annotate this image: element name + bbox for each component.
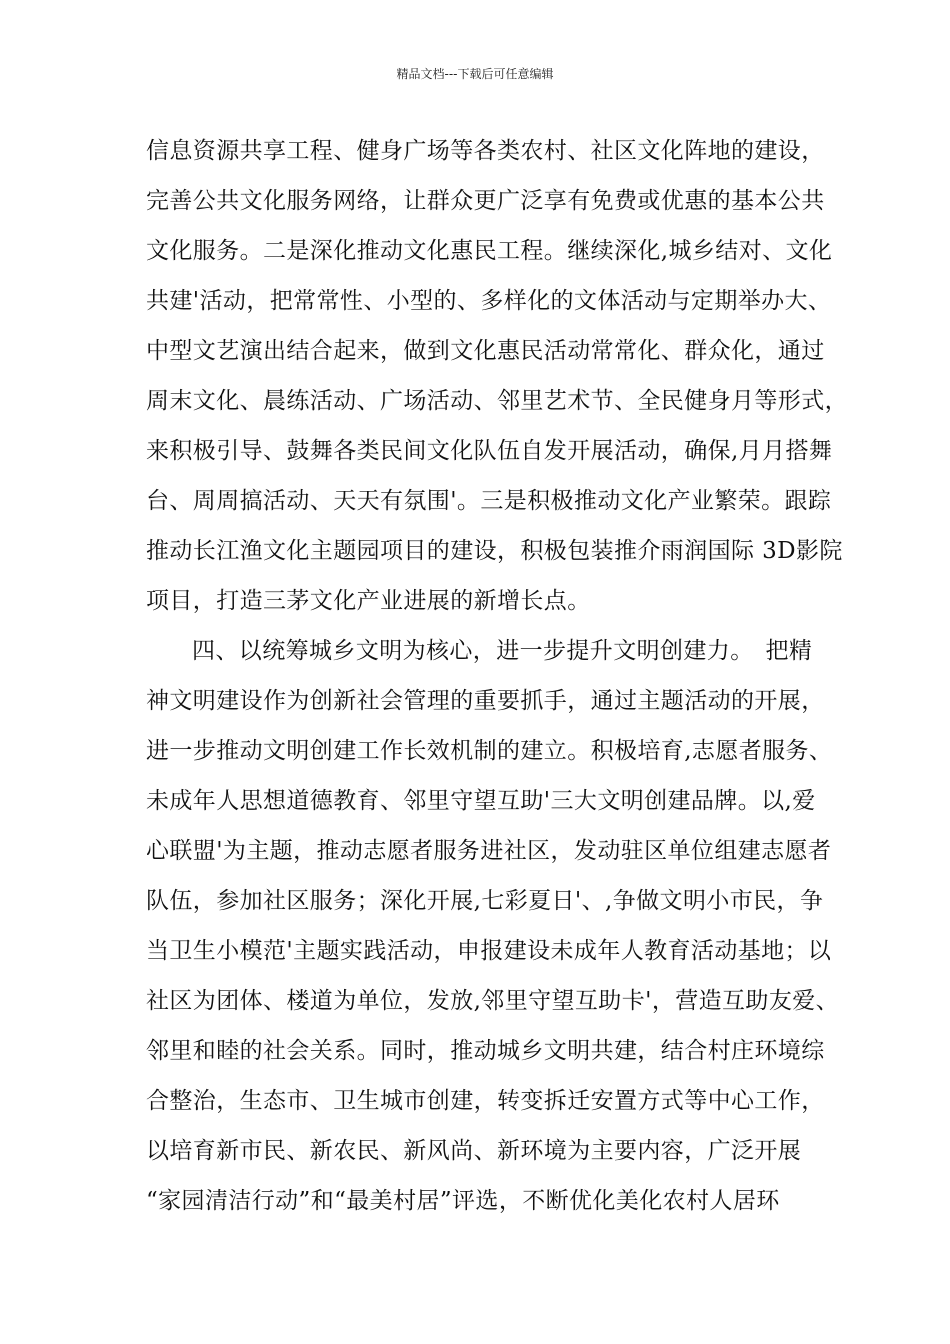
text-line: 文化服务。二是深化推动文化惠民工程。继续深化,城乡结对、文化 <box>146 238 833 264</box>
text-line: 信息资源共享工程、健身广场等各类农村、社区文化阵地的建设， <box>146 138 825 164</box>
text-line: 邻里和睦的社会关系。同时，推动城乡文明共建，结合村庄环境综 <box>146 1038 825 1064</box>
text-line: 当卫生小模范'主题实践活动，申报建设未成年人教育活动基地；以 <box>146 938 832 964</box>
text-line: 合整治，生态市、卫生城市创建，转变拆迁安置方式等中心工作， <box>146 1088 825 1114</box>
text-line: 台、周周搞活动、天天有氛围'。三是积极推动文化产业繁荣。跟踪 <box>146 488 832 514</box>
text-line: 项目，打造三茅文化产业进展的新增长点。 <box>146 588 591 614</box>
text-line: 心联盟'为主题，推动志愿者服务进社区，发动驻区单位组建志愿者 <box>146 838 832 864</box>
page-header: 精品文档---下载后可任意编辑 <box>396 67 554 81</box>
text-line: 队伍，参加社区服务；深化开展,七彩夏日'、,争做文明小市民，争 <box>146 888 824 914</box>
text-line: 周末文化、晨练活动、广场活动、邻里艺术节、全民健身月等形式， <box>146 388 848 414</box>
text-line: 共建'活动，把常常性、小型的、多样化的文体活动与定期举办大、 <box>146 288 832 314</box>
text-line: 中型文艺演出结合起来，做到文化惠民活动常常化、群众化，通过 <box>146 338 825 364</box>
text-line: 完善公共文化服务网络，让群众更广泛享有免费或优惠的基本公共 <box>146 188 825 214</box>
document-body <box>146 126 846 1226</box>
section-heading-line: 四、以统筹城乡文明为核心，进一步提升文明创建力。 把精 <box>192 638 813 664</box>
text-line: 未成年人思想道德教育、邻里守望互助'三大文明创建品牌。以,爱 <box>146 788 816 814</box>
text-line: 推动长江渔文化主题园项目的建设，积极包装推介雨润国际 3D影院 <box>146 538 843 564</box>
text-line: 社区为团体、楼道为单位，发放,邻里守望互助卡'，营造互助友爱、 <box>146 988 840 1014</box>
text-line: 以培育新市民、新农民、新风尚、新环境为主要内容，广泛开展 <box>146 1138 802 1164</box>
text-line: 进一步推动文明创建工作长效机制的建立。积极培育,志愿者服务、 <box>146 738 833 764</box>
text-line: “家园清洁行动”和“最美村居”评选，不断优化美化农村人居环 <box>146 1188 780 1214</box>
text-line: 来积极引导、鼓舞各类民间文化队伍自发开展活动，确保,月月搭舞 <box>146 438 833 464</box>
text-line: 神文明建设作为创新社会管理的重要抓手，通过主题活动的开展， <box>146 688 825 714</box>
